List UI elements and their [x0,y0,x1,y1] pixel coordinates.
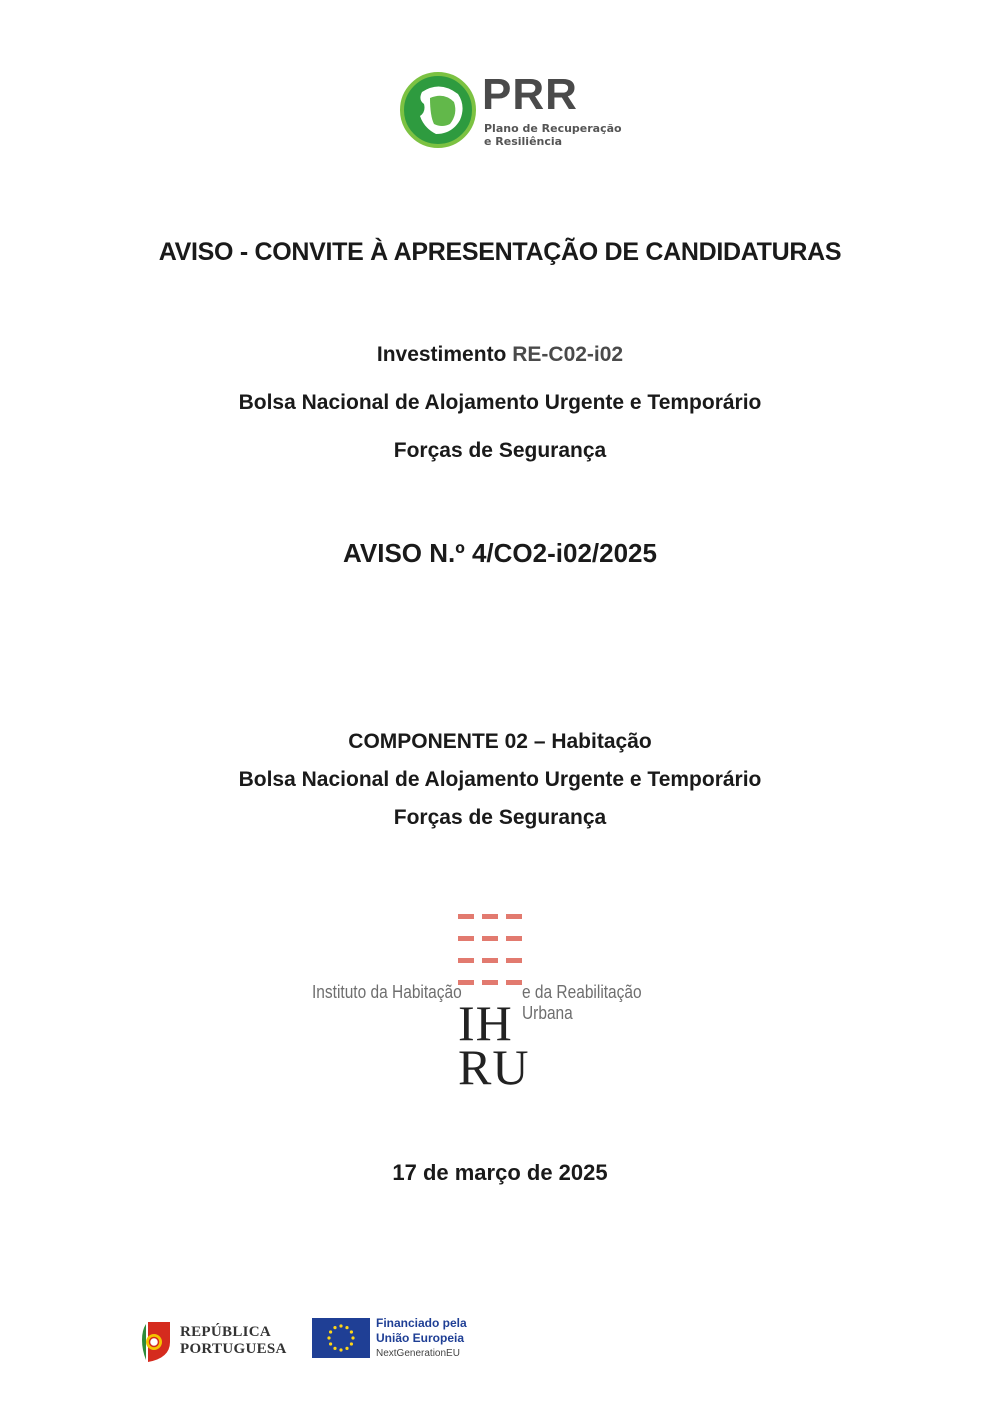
prr-globe-icon [400,72,476,148]
eu-line1: Financiado pela [376,1316,467,1330]
ihru-left-text: Instituto da Habitação [312,982,462,1002]
prr-logo [400,72,630,152]
document-title: AVISO - CONVITE À APRESENTAÇÃO DE CANDIDATURAS [158,238,842,266]
program-line: Bolsa Nacional de Alojamento Urgente e Temporário [238,391,762,414]
prr-subtitle-line2: e Resiliência [484,135,563,148]
republica-line2: PORTUGUESA [180,1341,287,1357]
ihru-mark-line2: RU [458,1039,530,1095]
ihru-logo [300,910,700,1095]
investment-label: Investimento [376,343,507,366]
ihru-mark-line1: IH [458,995,513,1051]
prr-wordmark: PRR [482,70,578,119]
portugal-emblem-icon [140,1320,174,1364]
target-line: Forças de Segurança [393,439,607,462]
eu-line3: NextGenerationEU [376,1348,460,1359]
component-target: Forças de Segurança [393,806,607,829]
republica-line1: REPÚBLICA [180,1324,272,1340]
investment-line [0,343,1000,367]
prr-subtitle-line1: Plano de Recuperação [484,122,622,135]
component-program: Bolsa Nacional de Alojamento Urgente e Temporário [238,768,762,791]
notice-number: AVISO N.º 4/CO2-i02/2025 [343,538,657,568]
eu-flag-icon [312,1318,370,1358]
eu-line2: União Europeia [376,1331,465,1345]
component-line: COMPONENTE 02 – Habitação [348,730,652,753]
investment-code: RE-C02-i02 [512,343,624,366]
ihru-right-text: e da Reabilitação Urbana [522,982,642,1023]
eu-funding-logo [312,1316,482,1364]
document-date: 17 de março de 2025 [392,1160,608,1185]
republica-portuguesa-logo [140,1318,300,1368]
